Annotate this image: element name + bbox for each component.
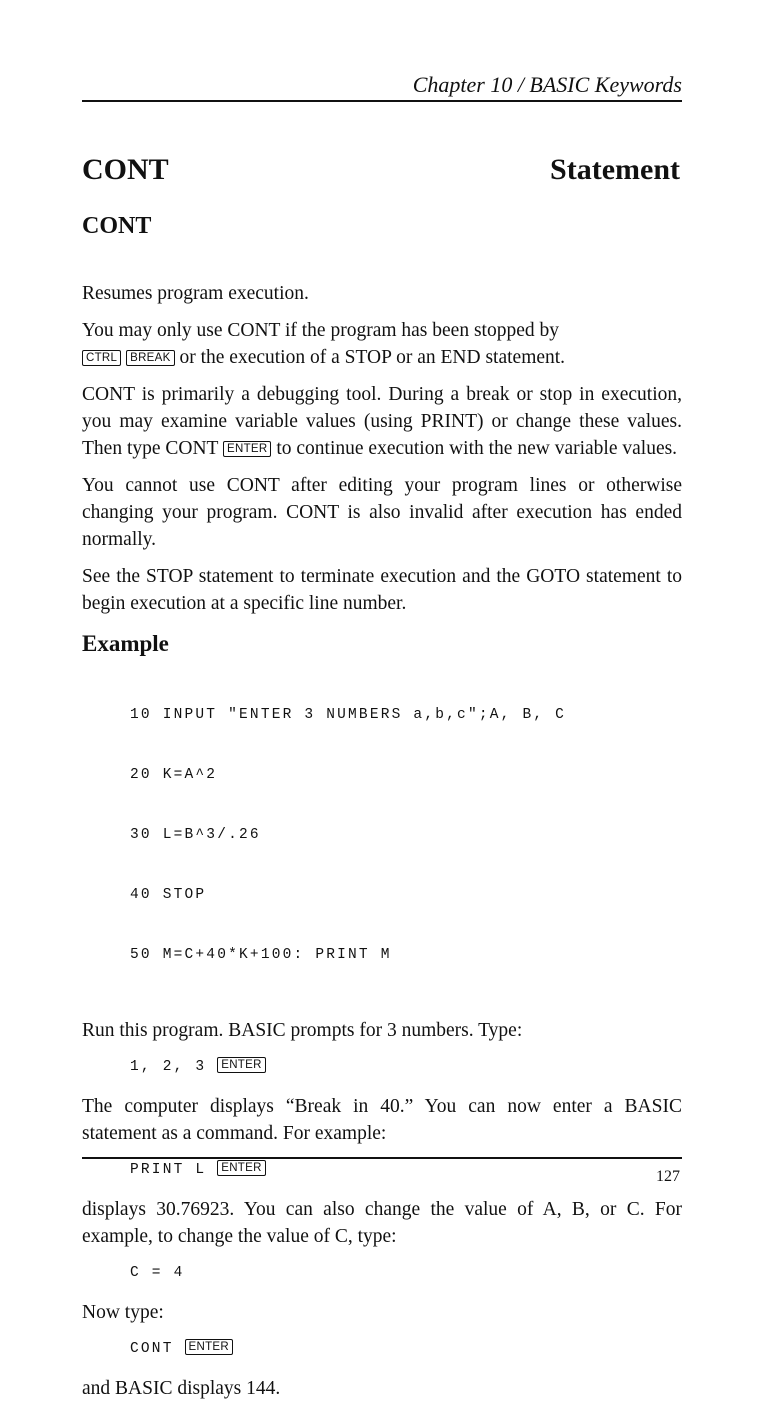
- entry-title-row: [82, 152, 680, 188]
- final-result-text: and BASIC displays 144.: [82, 1378, 281, 1399]
- page-number: 127: [656, 1168, 680, 1185]
- keyword-type: Statement: [550, 153, 680, 186]
- debugging-paragraph: [82, 381, 682, 462]
- enter-key-icon: ENTER: [185, 1339, 233, 1355]
- footer-rule: [82, 1157, 682, 1159]
- entry-body: [82, 280, 682, 1412]
- enter-key-icon: ENTER: [217, 1057, 265, 1073]
- usage-paragraph: [82, 317, 682, 371]
- input-command-text: 1, 2, 3: [130, 1059, 218, 1075]
- usage-text-1: You may only use CONT if the program has been stopped by: [82, 320, 559, 341]
- cont-command-text: CONT: [130, 1341, 185, 1357]
- run-instruction: Run this program. BASIC prompts for 3 numbers. Type:: [82, 1020, 523, 1041]
- example-program: [130, 665, 682, 1005]
- result-explanation: displays 30.76923. You can also change the value of A, B, or C. For example, to change the value of C, type:: [82, 1199, 682, 1247]
- assign-command: C = 4: [130, 1265, 185, 1281]
- break-explanation: The computer displays “Break in 40.” You can now enter a BASIC statement as a command. For example:: [82, 1096, 682, 1144]
- code-line: 30 L=B^3/.26: [130, 827, 261, 843]
- running-head: Chapter 10 / BASIC Keywords: [412, 72, 682, 97]
- example-heading: Example: [82, 631, 169, 656]
- code-line: 20 K=A^2: [130, 767, 218, 783]
- enter-key-icon: ENTER: [223, 441, 271, 457]
- enter-key-icon: ENTER: [217, 1160, 265, 1176]
- restriction-paragraph: You cannot use CONT after editing your program lines or otherwise changing your program. CONT is also invalid after execution has ended normally.: [82, 475, 682, 550]
- syntax-line: CONT: [82, 213, 152, 239]
- input-command: [130, 1054, 682, 1081]
- now-type-text: Now type:: [82, 1302, 164, 1323]
- code-line: 40 STOP: [130, 887, 207, 903]
- print-command-text: PRINT L: [130, 1162, 218, 1178]
- header-rule: [82, 100, 682, 102]
- cont-command: [130, 1336, 682, 1363]
- usage-text-2: or the execution of a STOP or an END statement.: [174, 347, 566, 368]
- keyword-title: CONT: [82, 153, 169, 186]
- debugging-text-2: to continue execution with the new variable values.: [271, 438, 678, 459]
- code-line: 50 M=C+40*K+100: PRINT M: [130, 947, 392, 963]
- code-line: 10 INPUT "ENTER 3 NUMBERS a,b,c";A, B, C: [130, 707, 567, 723]
- ctrl-key-icon: CTRL: [82, 350, 121, 366]
- debugging-text-1: CONT is primarily a debugging tool. During a break or stop in execution, you may examine variable values (using PRINT) or change these values. Then type CONT: [82, 384, 682, 459]
- description-paragraph: Resumes program execution.: [82, 283, 309, 304]
- print-command: [130, 1157, 682, 1184]
- see-also-paragraph: See the STOP statement to terminate execution and the GOTO statement to begin execution at a specific line number.: [82, 566, 682, 614]
- break-key-icon: BREAK: [126, 350, 175, 366]
